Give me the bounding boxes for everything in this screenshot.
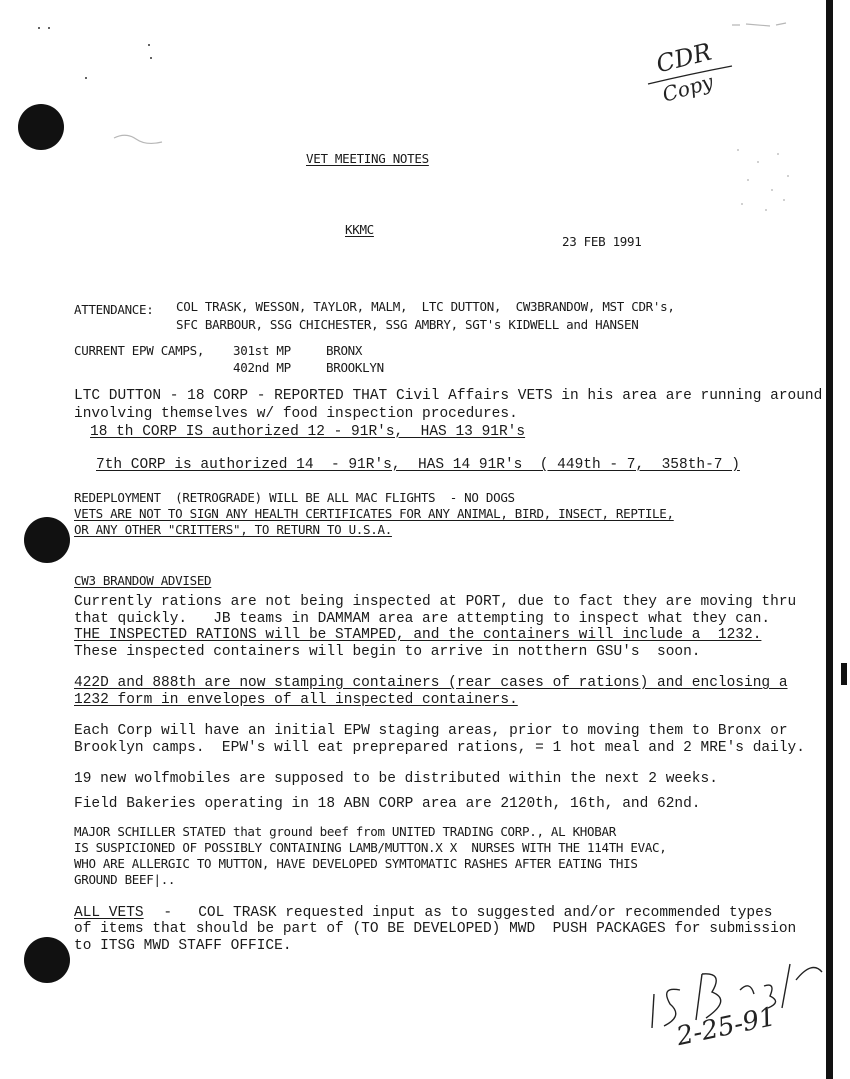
brandow-line-1: Currently rations are not being inspected at PORT, due to fact they are moving thru [74, 594, 797, 610]
dutton-line-4: 7th CORP is authorized 14 - 91R's, HAS 14 91R's ( 449th - 7, 358th-7 ) [96, 457, 740, 473]
allvets-line-2: of items that should be part of (TO BE DEVELOPED) MWD PUSH PACKAGES for submission [74, 921, 797, 937]
brandow-line-5: 422D and 888th are now stamping containers (rear cases of rations) and enclosing a [74, 675, 788, 691]
punch-hole-top [18, 104, 64, 150]
brandow-heading: CW3 BRANDOW ADVISED [74, 573, 212, 588]
schiller-line-4: GROUND BEEF|.. [74, 872, 176, 887]
camps-label: CURRENT EPW CAMPS, [74, 343, 205, 358]
redeploy-line-1: REDEPLOYMENT (RETROGRADE) WILL BE ALL MAC FLIGHTS - NO DOGS [74, 490, 515, 505]
allvets-line-1: - COL TRASK requested input as to suggested and/or recommended types [146, 905, 773, 921]
stamp-copy: Copy [659, 69, 716, 107]
dutton-line-2: involving themselves w/ food inspection procedures. [74, 406, 518, 422]
schiller-line-3: WHO ARE ALLERGIC TO MUTTON, HAVE DEVELOPED SYMTOMATIC RASHES AFTER EATING THIS [74, 856, 638, 871]
scan-top-right-mark [730, 18, 790, 32]
schiller-line-1: MAJOR SCHILLER STATED that ground beef from UNITED TRADING CORP., AL KHOBAR [74, 824, 616, 839]
redeploy-line-2: VETS ARE NOT TO SIGN ANY HEALTH CERTIFICATES FOR ANY ANIMAL, BIRD, INSECT, REPTILE, [74, 506, 674, 521]
dutton-line-3: 18 th CORP IS authorized 12 - 91R's, HAS 13 91R's [90, 424, 526, 440]
brandow-line-10: Field Bakeries operating in 18 ABN CORP area are 2120th, 16th, and 62nd. [74, 796, 701, 812]
attendance-label: ATTENDANCE: [74, 302, 154, 317]
camp-1-name: BRONX [326, 343, 363, 358]
brandow-line-2: that quickly. JB teams in DAMMAM area are attempting to inspect what they can. [74, 611, 771, 627]
meeting-location: KKMC [345, 222, 374, 237]
dutton-line-1: LTC DUTTON - 18 CORP - REPORTED THAT Civil Affairs VETS in his area are running around [74, 388, 823, 404]
attendance-line-1: COL TRASK, WESSON, TAYLOR, MALM, LTC DUTTON, CW3BRANDOW, MST CDR's, [176, 299, 675, 314]
scan-noise-right [728, 140, 798, 220]
attendance-line-2: SFC BARBOUR, SSG CHICHESTER, SSG AMBRY, SGT's KIDWELL and HANSEN [176, 317, 639, 332]
schiller-line-2: IS SUSPICIONED OF POSSIBLY CONTAINING LAMB/MUTTON.X X NURSES WITH THE 114TH EVAC, [74, 840, 667, 855]
scan-smudge-top-left [112, 130, 168, 148]
camp-2-name: BROOKLYN [326, 360, 384, 375]
redeploy-line-3: OR ANY OTHER "CRITTERS", TO RETURN TO U.S.A. [74, 522, 392, 537]
scan-edge-mark [841, 663, 847, 685]
brandow-line-7: Each Corp will have an initial EPW staging areas, prior to moving them to Bronx or [74, 723, 788, 739]
camp-2-unit: 402nd MP [233, 360, 291, 375]
stamp-cdr: CDR [653, 37, 715, 79]
meeting-date: 23 FEB 1991 [562, 234, 642, 249]
scan-edge-bar [826, 0, 833, 1079]
brandow-line-3: THE INSPECTED RATIONS will be STAMPED, and the containers will include a 1232. [74, 627, 762, 643]
brandow-line-6: 1232 form in envelopes of all inspected containers. [74, 692, 518, 708]
brandow-line-4: These inspected containers will begin to arrive in notthern GSU's soon. [74, 644, 701, 660]
signature-date: 2-25-91 [673, 1001, 779, 1053]
camp-1-unit: 301st MP [233, 343, 291, 358]
brandow-line-8: Brooklyn camps. EPW's will eat preprepared rations, = 1 hot meal and 2 MRE's daily. [74, 740, 805, 756]
document-title: VET MEETING NOTES [306, 151, 429, 166]
punch-hole-bottom [24, 937, 70, 983]
brandow-line-9: 19 new wolfmobiles are supposed to be distributed within the next 2 weeks. [74, 771, 718, 787]
handwritten-signature [640, 950, 830, 1060]
allvets-label: ALL VETS [74, 905, 144, 921]
allvets-line-3: to ITSG MWD STAFF OFFICE. [74, 938, 292, 954]
punch-hole-middle [24, 517, 70, 563]
cdr-copy-stamp [640, 37, 740, 110]
